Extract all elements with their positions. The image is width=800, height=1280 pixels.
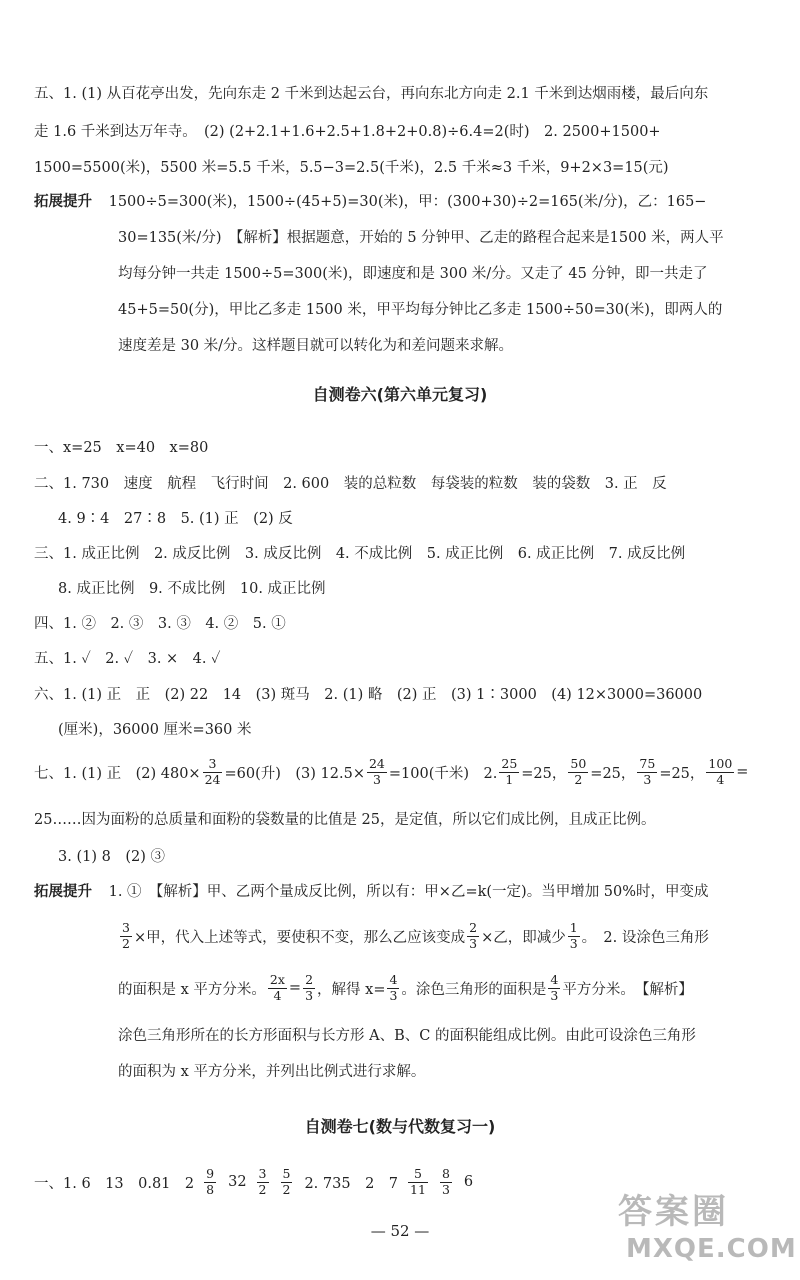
fraction: $\frac{24}{3}$	[368, 756, 385, 787]
test6-q2-line-1: 二、1. 730 速度 航程 飞行时间 2. 600 装的总粒数 每袋装的粒数 装的袋数 3. 正 反	[34, 476, 667, 492]
test6-q3-line-1: 三、1. 成正比例 2. 成反比例 3. 成反比例 4. 不成比例 5. 成正比例 6. 成正比例 7. 成反比例	[34, 546, 686, 562]
watermark-url: MXQE.COM	[626, 1234, 797, 1264]
extension-1-line-5: 速度差是 30 米/分。这样题目就可以转化为和差问题来求解。	[118, 338, 514, 354]
prev-section-5-line-2: 走 1.6 千米到达万年寺。 (2) (2+2.1+1.6+2.5+1.8+2+0.8)÷6.4=2(时) 2. 2500+1500+	[34, 124, 661, 140]
fraction: $\frac{100}{4}$	[708, 756, 733, 787]
test6-q7-line-2: 25……因为面粉的总质量和面粉的袋数量的比值是 25，是定值，所以它们成比例，且成正比例。	[34, 812, 656, 828]
test6-q4: 四、1. ② 2. ③ 3. ③ 4. ② 5. ①	[34, 616, 286, 632]
fraction: $\frac{4}{3}$	[389, 972, 398, 1003]
fraction: $\frac{3}{2}$	[122, 920, 130, 951]
section-heading-test-7: 自测卷七(数与代数复习一)	[304, 1117, 496, 1136]
fraction: $\frac{2x}{4}$	[269, 972, 285, 1003]
test6-q7-line-3: 3. (1) 8 (2) ③	[58, 849, 165, 865]
fraction: $\frac{50}{2}$	[570, 756, 587, 787]
extension-2-line-1: 拓展提升 1. ① 【解析】甲、乙两个量成反比例，所以有：甲×乙=k(一定)。当甲增加 50%时，甲变成	[34, 884, 709, 900]
extension-2-line-2: $\frac{3}{2}$ ×甲，代入上述等式，要使积不变，那么乙应该变成 $\frac{2}{3}$ ×乙，即减少 1 3 。 2. 设涂色三角形	[122, 920, 709, 951]
test6-q3-line-2: 8. 成正比例 9. 不成比例 10. 成正比例	[58, 581, 326, 597]
extension-2-line-4: 涂色三角形所在的长方形面积与长方形 A、B、C 的面积能组成比例。由此可设涂色三角形	[118, 1028, 696, 1044]
fraction: $\frac{2}{3}$	[469, 920, 478, 951]
fraction: 5 11	[410, 1166, 426, 1197]
test7-q1: 一、1. 6 13 0.81 2 9 8 32 3 2 5 2 2. 735 2 7 5 11 8 3 6	[34, 1166, 474, 1197]
fraction: 5 2	[282, 1166, 291, 1197]
test6-q2-line-2: 4. 9∶4 27∶8 5. (1) 正 (2) 反	[58, 511, 293, 527]
fraction: 1 3	[569, 920, 578, 951]
test6-q5: 五、1. ✓ 2. ✓ 3. × 4. ✓	[34, 651, 221, 667]
test6-q7-line-1: 七、1. (1) 正 (2) 480× $\frac{3}{24}$ =60(升) (3) 12.5× $\frac{24}{3}$ =100(千米) 2. $\frac{25}{1}$ =25， $\frac{50}{2}$ =25， $\frac{75}{3}$ =25， $\frac{100}{4}$ =	[34, 756, 749, 787]
fraction: $\frac{2}{3}$	[305, 972, 314, 1003]
prev-section-5-line-3: 1500=5500(米)，5500 米=5.5 千米，5.5−3=2.5(千米)，2.5 千米≈3 千米，9+2×3=15(元)	[34, 160, 669, 176]
fraction: $\frac{75}{3}$	[639, 756, 656, 787]
fraction: 9 8	[206, 1166, 215, 1197]
extension-label: 拓展提升	[34, 884, 92, 900]
prev-section-5-line-1: 五、1. (1) 从百花亭出发，先向东走 2 千米到达起云台，再向东北方向走 2.1 千米到达烟雨楼，最后向东	[34, 86, 709, 102]
fraction: 4 3	[550, 972, 559, 1003]
fraction: $\frac{25}{1}$	[501, 756, 518, 787]
extension-2-line-3: 的面积是 x 平方分米。 $\frac{2x}{4}$ = $\frac{2}{3}$ ，解得 x= $\frac{4}{3}$ 。涂色三角形的面积是 4 3 平方分米。 【解析】	[118, 972, 693, 1003]
fraction: $\frac{3}{24}$	[204, 756, 221, 787]
extension-label: 拓展提升	[34, 194, 92, 210]
extension-1-line-4: 45+5=50(分)，甲比乙多走 1500 米，甲平均每分钟比乙多走 1500÷50=30(米)，即两人的	[118, 302, 723, 318]
watermark-logo	[610, 1180, 795, 1275]
fraction: 8 3	[441, 1166, 450, 1197]
watermark-text: 答案圈	[618, 1192, 729, 1232]
test6-q1: 一、x=25 x=40 x=80	[34, 440, 209, 456]
section-heading-test-6: 自测卷六(第六单元复习)	[312, 385, 488, 404]
extension-1-line-2: 30=135(米/分) 【解析】根据题意，开始的 5 分钟甲、乙走的路程合起来是1500 米，两人平	[118, 230, 724, 246]
extension-1-line-3: 均每分钟一共走 1500÷5=300(米)，即速度和是 300 米/分。又走了 45 分钟，即一共走了	[118, 266, 708, 282]
page-number: — 52 —	[370, 1222, 430, 1240]
fraction: 3 2	[258, 1166, 267, 1197]
extension-1-line-1: 拓展提升 1500÷5=300(米)，1500÷(45+5)=30(米)，甲：(300+30)÷2=165(米/分)，乙：165−	[34, 194, 707, 210]
extension-2-line-5: 的面积为 x 平方分米，并列出比例式进行求解。	[118, 1064, 426, 1080]
test6-q6-line-2: (厘米)，36000 厘米=360 米	[58, 722, 252, 738]
test6-q6-line-1: 六、1. (1) 正 正 (2) 22 14 (3) 斑马 2. (1) 略 (2) 正 (3) 1∶3000 (4) 12×3000=36000	[34, 687, 703, 703]
